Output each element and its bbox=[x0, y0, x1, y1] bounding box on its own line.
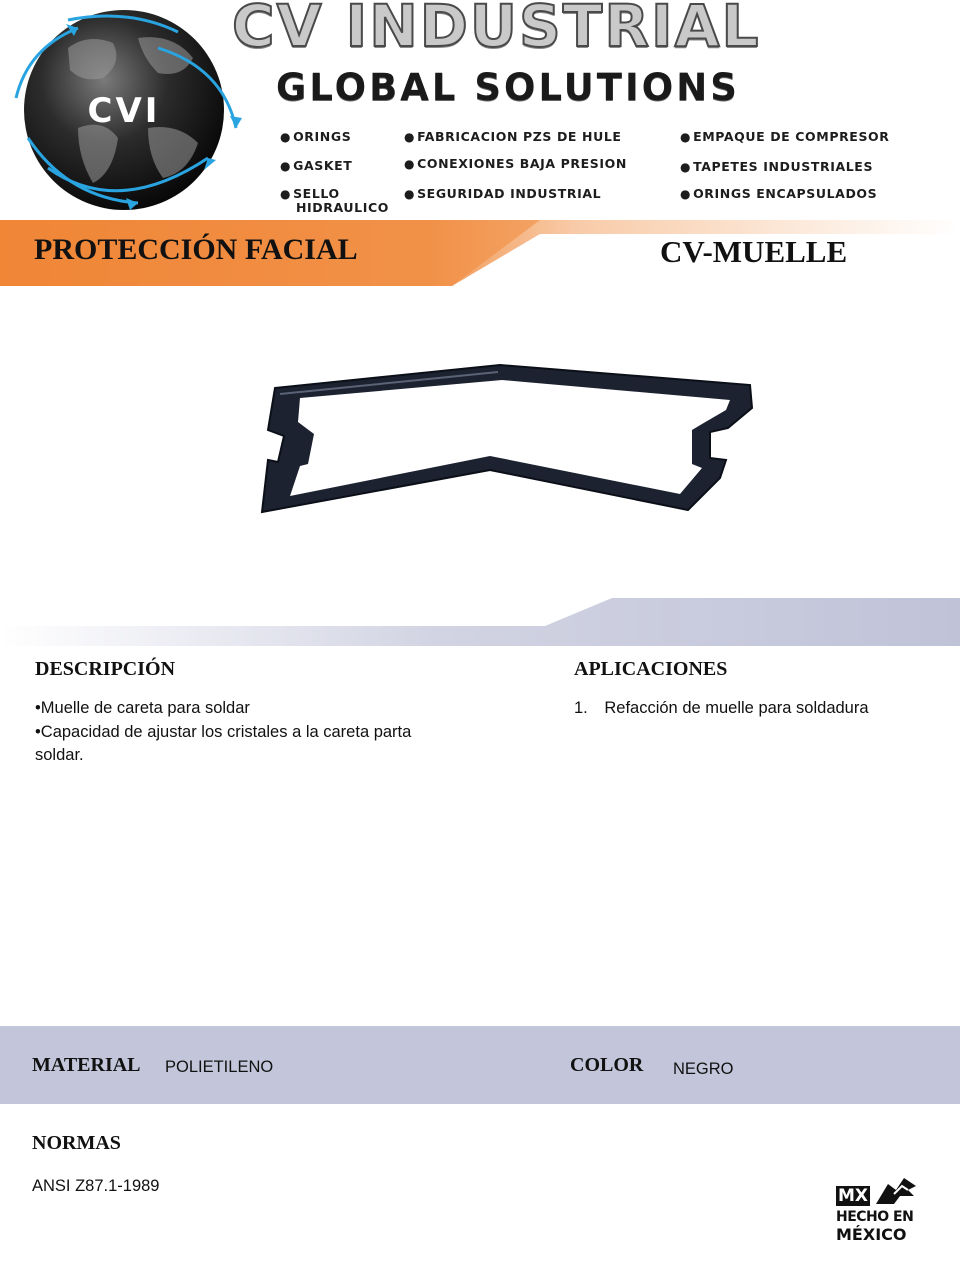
color-label: COLOR bbox=[570, 1054, 644, 1076]
badge-line1: HECHO EN bbox=[836, 1209, 914, 1225]
aplicaciones-list bbox=[574, 697, 934, 721]
service-empaque: ● EMPAQUE DE COMPRESOR bbox=[680, 130, 890, 144]
product-code: CV-MUELLE bbox=[660, 234, 848, 269]
normas-heading: NORMAS bbox=[32, 1132, 121, 1154]
descripcion-heading: DESCRIPCIÓN bbox=[35, 658, 176, 680]
list-item-text: Refacción de muelle para soldadura bbox=[604, 699, 869, 717]
mx-label: MX bbox=[838, 1186, 869, 1206]
service-conexiones: ● CONEXIONES BAJA PRESION bbox=[404, 157, 627, 171]
material-value: POLIETILENO bbox=[165, 1058, 274, 1076]
normas-value: ANSI Z87.1-1989 bbox=[32, 1177, 160, 1195]
badge-line2: MÉXICO bbox=[836, 1225, 907, 1244]
brand-tagline: GLOBAL SOLUTIONS bbox=[276, 66, 740, 109]
descripcion-line: soldar. bbox=[35, 746, 84, 764]
cvi-globe-logo bbox=[8, 8, 244, 222]
service-sello: ● SELLO bbox=[280, 187, 340, 201]
section-divider-band bbox=[0, 596, 960, 648]
aplicaciones-heading: APLICACIONES bbox=[574, 658, 728, 680]
service-gasket: ● GASKET bbox=[280, 159, 352, 173]
logo-text: CVI bbox=[87, 91, 161, 131]
material-label: MATERIAL bbox=[32, 1054, 141, 1076]
list-item bbox=[574, 697, 934, 721]
color-value: NEGRO bbox=[673, 1060, 734, 1078]
service-fabricacion: ● FABRICACION PZS DE HULE bbox=[404, 130, 622, 144]
eagle-icon bbox=[874, 1176, 918, 1206]
service-seguridad: ● SEGURIDAD INDUSTRIAL bbox=[404, 187, 601, 201]
service-orings-encapsulados: ● ORINGS ENCAPSULADOS bbox=[680, 187, 877, 201]
service-orings: ● ORINGS bbox=[280, 130, 351, 144]
descripcion-line: •Capacidad de ajustar los cristales a la careta parta bbox=[35, 722, 412, 741]
hecho-en-mexico-badge bbox=[834, 1176, 922, 1248]
service-tapetes: ● TAPETES INDUSTRIALES bbox=[680, 160, 873, 174]
product-image bbox=[240, 350, 770, 530]
list-item-number: 1. bbox=[574, 699, 588, 717]
specs-band bbox=[0, 1026, 960, 1104]
descripcion-text bbox=[35, 697, 475, 768]
product-category: PROTECCIÓN FACIAL bbox=[34, 233, 358, 266]
service-hidraulico: HIDRAULICO bbox=[296, 200, 389, 215]
brand-name: CV INDUSTRIAL bbox=[232, 0, 761, 60]
descripcion-line: •Muelle de careta para soldar bbox=[35, 699, 250, 717]
